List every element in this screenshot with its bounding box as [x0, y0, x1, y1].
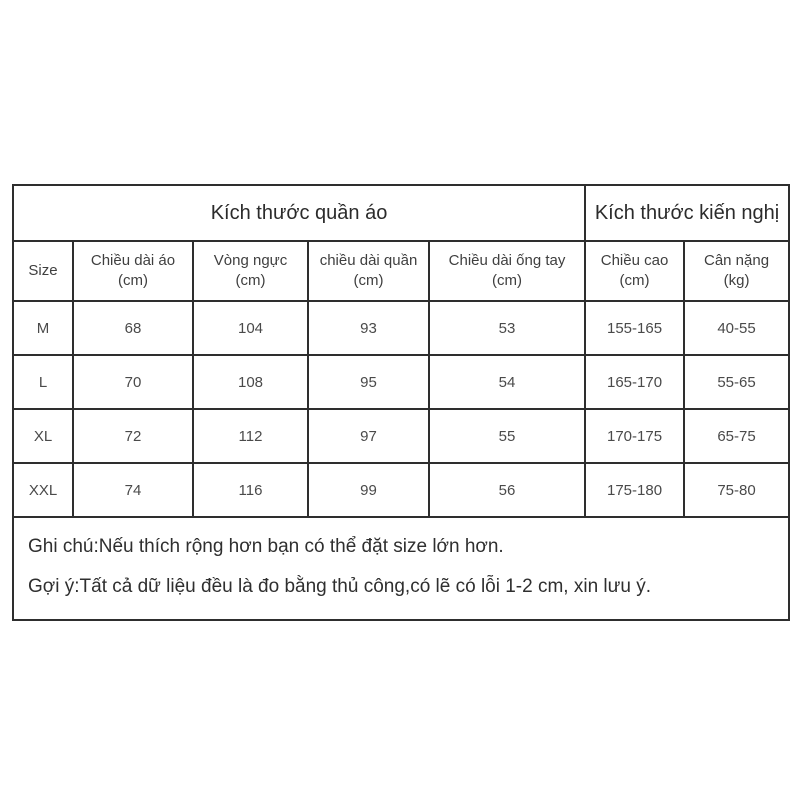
value-cell: 74: [73, 463, 193, 517]
column-unit: (cm): [118, 272, 148, 289]
value-cell: 116: [193, 463, 308, 517]
column-header-shirt-length: [73, 241, 193, 301]
value-cell: 65-75: [684, 409, 789, 463]
section-header-clothing-size: Kích thước quần áo: [13, 185, 585, 241]
column-label: Size: [28, 262, 58, 279]
column-label: Chiều cao: [600, 252, 669, 269]
note-line: Gợi ý:Tất cả dữ liệu đều là đo bằng thủ công,có lẽ có lỗi 1-2 cm, xin lưu ý.: [28, 575, 651, 597]
column-label: Chiều dài ống tay: [448, 252, 566, 269]
table-row: [13, 301, 789, 355]
size-cell: M: [13, 301, 73, 355]
value-cell: 108: [193, 355, 308, 409]
column-header-row: [13, 241, 789, 301]
column-header-size: [13, 241, 73, 301]
column-unit: (kg): [723, 272, 750, 289]
column-header-pants-length: [308, 241, 429, 301]
value-cell: 40-55: [684, 301, 789, 355]
value-cell: 99: [308, 463, 429, 517]
value-cell: 70: [73, 355, 193, 409]
value-cell: 56: [429, 463, 585, 517]
column-unit: (cm): [235, 272, 266, 289]
value-cell: 165-170: [585, 355, 684, 409]
column-header-sleeve-length: [429, 241, 585, 301]
size-cell: XXL: [13, 463, 73, 517]
column-unit: (cm): [619, 272, 650, 289]
value-cell: 155-165: [585, 301, 684, 355]
value-cell: 75-80: [684, 463, 789, 517]
notes-cell: [13, 517, 789, 620]
value-cell: 97: [308, 409, 429, 463]
value-cell: 72: [73, 409, 193, 463]
size-cell: XL: [13, 409, 73, 463]
column-label: Vòng ngực: [213, 252, 288, 269]
column-unit: (cm): [492, 272, 523, 289]
note-line: Ghi chú:Nếu thích rộng hơn bạn có thể đặt size lớn hơn.: [28, 535, 504, 557]
value-cell: 112: [193, 409, 308, 463]
value-cell: 68: [73, 301, 193, 355]
column-label: Chiều dài áo: [90, 252, 176, 269]
size-chart-table: [12, 184, 790, 621]
table-row: [13, 355, 789, 409]
column-header-chest: [193, 241, 308, 301]
value-cell: 55-65: [684, 355, 789, 409]
column-label: Cân nặng: [704, 252, 770, 269]
notes-row: [13, 517, 789, 620]
value-cell: 53: [429, 301, 585, 355]
value-cell: 104: [193, 301, 308, 355]
value-cell: 55: [429, 409, 585, 463]
column-header-height: [585, 241, 684, 301]
section-header-row: [13, 185, 789, 241]
value-cell: 95: [308, 355, 429, 409]
value-cell: 175-180: [585, 463, 684, 517]
table-row: [13, 409, 789, 463]
table-row: [13, 463, 789, 517]
column-label: chiều dài quần: [319, 252, 418, 269]
value-cell: 93: [308, 301, 429, 355]
size-cell: L: [13, 355, 73, 409]
column-unit: (cm): [353, 272, 384, 289]
column-header-weight: [684, 241, 789, 301]
value-cell: 170-175: [585, 409, 684, 463]
section-header-recommended-size: Kích thước kiến nghị: [585, 185, 789, 241]
value-cell: 54: [429, 355, 585, 409]
